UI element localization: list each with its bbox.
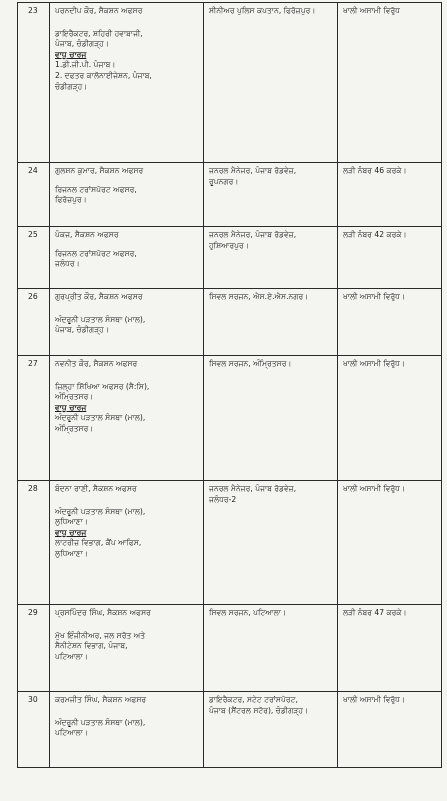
new-posting-line: ਜਲੰਧਰ-2 [209,494,237,504]
officer-cell [50,163,204,227]
current-posting-line: ਪੰਜਾਬ, ਚੰਡੀਗੜ੍ਹ। [55,39,109,49]
additional-charge-line: 2. ਦਫਤਰ ਕਾਲੋਨਾਈਜੇਸ਼ਨ, ਪੰਜਾਬ, [55,70,152,80]
serial-number: 25 [18,227,50,289]
current-posting-line: ਪੰਜਾਬ, ਚੰਡੀਗੜ੍ਹ। [55,325,109,335]
current-posting-line: ਰਿਜਨਲ ਟਰਾਂਸਪੋਰਟ ਅਫਸਰ, [55,184,137,194]
additional-charge-line: ਲੁਧਿਆਣਾ। [55,548,88,558]
officer-name: ਗੁਲਸ਼ਨ ਕੁਮਾਰ, ਸੈਕਸ਼ਨ ਅਫਸਰ [55,166,144,175]
new-posting-cell [204,227,338,289]
officer-name: ਪੰਕਜ, ਸੈਕਸ਼ਨ ਅਫਸਰ [55,230,119,239]
additional-charge-label: ਵਾਧੂ ਚਾਰਜ [55,402,87,412]
new-posting-line: ਪੰਜਾਬ (ਸੈਂਟਰਲ ਸਟੋਰ), ਚੰਡੀਗੜ੍ਹ। [209,705,309,715]
officer-cell [50,481,204,605]
serial-number: 23 [18,3,50,163]
table-row [18,227,442,289]
table-row [18,163,442,227]
new-posting-cell [204,692,338,768]
new-posting-cell [204,356,338,481]
serial-number: 27 [18,356,50,481]
table-row [18,692,442,768]
current-posting-line: ਰਿਜਨਲ ਟਰਾਂਸਪੋਰਟ ਅਫਸਰ, [55,248,137,258]
current-posting-line: ਪਟਿਆਲਾ। [55,651,88,661]
current-posting-line: ਅੰਦਰੂਨੀ ਪੜਤਾਲ ਸੰਸਥਾ (ਮਾਲ), [55,717,146,727]
serial-number: 29 [18,605,50,692]
current-posting-line: ਫਿਰੋਜ਼ਪੁਰ। [55,195,87,205]
new-posting-line: ਜਨਰਲ ਮੈਨੇਜਰ, ਪੰਜਾਬ ਰੋਡਵੇਜ਼, [209,230,297,239]
new-posting-cell [204,481,338,605]
officer-name: ਨਵਨੀਤ ਕੌਰ, ਸੈਕਸ਼ਨ ਅਫਸਰ [55,359,138,368]
new-posting-cell [204,163,338,227]
table-row [18,356,442,481]
officer-name: ਪਰਨਦੀਪ ਕੌਰ, ਸੈਕਸ਼ਨ ਅਫਸਰ [55,6,143,15]
table-row [18,481,442,605]
remark-cell: ਲੜੀ ਨੰਬਰ 47 ਕਰਕੇ। [338,605,442,692]
additional-charge-line: ਅੰਦਰੂਨੀ ਪੜਤਾਲ ਸੰਸਥਾ (ਮਾਲ), [55,413,146,423]
additional-charge-line: 1.ਡੀ.ਜੀ.ਪੀ. ਪੰਜਾਬ। [55,60,116,70]
additional-charge-line: ਅੰਮ੍ਰਿਤਸਰ। [55,423,94,433]
officer-name: ਪ੍ਰਸਪਿੰਦਰ ਸਿੰਘ, ਸੈਕਸ਼ਨ ਅਫਸਰ [55,608,151,617]
new-posting-line: ਸਿਵਲ ਸਰਜਨ, ਪਟਿਆਲਾ। [209,608,286,617]
current-posting-line: ਅੰਦਰੂਨੀ ਪੜਤਾਲ ਸੰਸਥਾ (ਮਾਲ), [55,314,146,324]
officer-cell [50,3,204,163]
additional-charge-line: ਚੰਡੀਗੜ੍ਹ। [55,81,88,91]
officer-cell [50,356,204,481]
current-posting-line: ਡਾਇਰੈਕਟਰ, ਸ਼ਹਿਰੀ ਹਵਾਬਾਜੀ, [55,28,143,38]
officer-cell [50,289,204,356]
serial-number: 24 [18,163,50,227]
new-posting-line: ਸੀਨੀਅਰ ਪੁਲਿਸ ਕਪਤਾਨ, ਫਿਰੋਜ਼ਪੁਰ। [209,6,316,15]
remark-cell: ਲੜੀ ਨੰਬਰ 46 ਕਰਕੇ। [338,163,442,227]
table-row [18,605,442,692]
new-posting-line: ਡਾਇਰੈਕਟਰ, ਸਟੇਟ ਟਰਾਂਸਪੋਰਟ, [209,695,298,704]
current-posting-line: ਪਟਿਆਲਾ। [55,728,88,738]
additional-charge-label: ਵਾਧੂ ਚਾਰਜ [55,527,87,537]
new-posting-line: ਜਨਰਲ ਮੈਨੇਜਰ, ਪੰਜਾਬ ਰੋਡਵੇਜ਼, [209,166,297,175]
serial-number: 28 [18,481,50,605]
officer-name: ਕਰਮਜੀਤ ਸਿੰਘ, ਸੈਕਸ਼ਨ ਅਫਸਰ [55,695,147,704]
officer-name: ਗੁਰਪ੍ਰੀਤ ਕੌਰ, ਸੈਕਸ਼ਨ ਅਫਸਰ [55,292,143,301]
current-posting-line: ਜਲੰਧਰ। [55,259,80,269]
remark-cell: ਖਾਲੀ ਅਸਾਮੀ ਵਿਰੁੱਧ। [338,481,442,605]
current-posting-line: ਜ਼ਿਲ੍ਹਾ ਸਿੱਖਿਆ ਅਫਸਰ (ਸੈ:ਸਿ), [55,381,150,391]
additional-charge-line: ਲਾਟਰੀਜ਼ ਵਿਭਾਗ, ਕੈਂਪ ਆਫਿਸ, [55,538,142,548]
table-row [18,289,442,356]
new-posting-line: ਸਿਵਲ ਸਰਜਨ, ਐਸ.ਏ.ਐਸ.ਨਗਰ। [209,292,309,301]
current-posting-line: ਅੰਦਰੂਨੀ ਪੜਤਾਲ ਸੰਸਥਾ (ਮਾਲ), [55,506,146,516]
transfer-table [17,2,442,768]
remark-cell: ਖਾਲੀ ਅਸਾਮੀ ਵਿਰੁੱਧ [338,3,442,163]
table-row [18,3,442,163]
serial-number: 26 [18,289,50,356]
additional-charge-label: ਵਾਧੂ ਚਾਰਜ [55,49,87,59]
current-posting-line: ਲੁਧਿਆਣਾ। [55,517,88,527]
officer-cell [50,227,204,289]
remark-cell: ਖਾਲੀ ਅਸਾਮੀ ਵਿਰੁੱਧ। [338,356,442,481]
remark-cell: ਖਾਲੀ ਅਸਾਮੀ ਵਿਰੁੱਧ। [338,692,442,768]
new-posting-line: ਸਿਵਲ ਸਰਜਨ, ਅੰਮ੍ਰਿਤਸਰ। [209,359,292,368]
officer-cell [50,692,204,768]
officer-cell [50,605,204,692]
current-posting-line: ਮੁੱਖ ਇੰਜੀਨੀਅਰ, ਜਲ ਸਰੋਤ ਅਤੇ [55,630,146,640]
new-posting-cell [204,289,338,356]
remark-cell: ਲੜੀ ਨੰਬਰ 42 ਕਰਕੇ। [338,227,442,289]
new-posting-line: ਜਨਰਲ ਮੈਨੇਜਰ, ਪੰਜਾਬ ਰੋਡਵੇਜ਼, [209,484,297,493]
new-posting-cell [204,3,338,163]
new-posting-line: ਰੂਪਨਗਰ। [209,176,239,186]
new-posting-cell [204,605,338,692]
officer-name: ਬੰਦਨਾ ਰਾਣੀ, ਸੈਕਸ਼ਨ ਅਫਸਰ [55,484,137,493]
new-posting-line: ਹੁਸ਼ਿਆਰਪੁਰ। [209,240,249,250]
current-posting-line: ਅੰਮ੍ਰਿਤਸਰ। [55,392,94,402]
current-posting-line: ਸੈਨੀਟੇਸ਼ਨ ਵਿਭਾਗ, ਪੰਜਾਬ, [55,641,128,651]
transfer-table-body [18,3,442,768]
serial-number: 30 [18,692,50,768]
remark-cell: ਖਾਲੀ ਅਸਾਮੀ ਵਿਰੁੱਧ। [338,289,442,356]
